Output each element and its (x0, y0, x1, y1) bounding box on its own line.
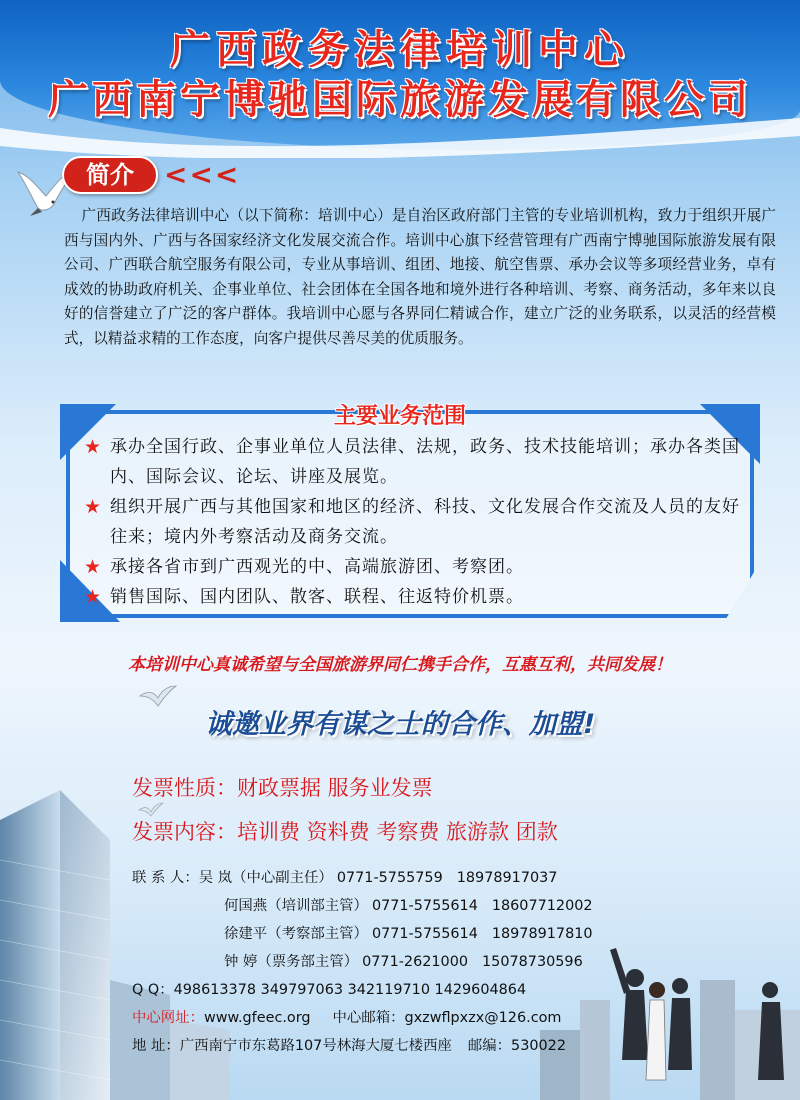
intro-arrows: <<< (164, 158, 241, 191)
list-item: ★ 承办全国行政、企事业单位人员法律、法规，政务、技术技能培训；承办各类国内、国际会议、论坛、讲座及展览。 (84, 432, 754, 492)
website-row (132, 1006, 561, 1027)
invoice-content: 发票内容：培训费 资料费 考察费 旅游款 团款 (132, 820, 558, 844)
contact-row: 徐建平（考察部主管） 0771-5755614 18978917810 (224, 926, 593, 942)
business-scope-title: 主要业务范围 (333, 404, 466, 429)
list-item: ★ 组织开展广西与其他国家和地区的经济、科技、文化发展合作交流及人员的友好往来；境内外考察活动及商务交流。 (84, 492, 754, 552)
website-link[interactable]: www.gfeec.org (203, 1010, 311, 1026)
postcode-label: 邮编： (467, 1038, 512, 1054)
contact-row: 何国燕（培训部主管） 0771-5755614 18607712002 (224, 898, 593, 914)
address-label: 地 址： (132, 1038, 180, 1054)
qq-numbers: 498613378 349797063 342119710 1429604864 (173, 982, 527, 998)
star-icon: ★ (84, 436, 103, 458)
skyline-right-illustration (540, 920, 800, 1100)
star-icon: ★ (84, 556, 103, 578)
list-item: ★ 销售国际、国内团队、散客、联程、往返特价机票。 (84, 582, 754, 612)
star-icon: ★ (84, 496, 103, 518)
list-item: ★ 承接各省市到广西观光的中、高端旅游团、考察团。 (84, 552, 754, 582)
email-label: 中心邮箱： (332, 1010, 405, 1026)
invite-slogan: 诚邀业界有谋之士的合作、加盟! (204, 709, 596, 740)
qq-label: Q Q： (132, 982, 174, 998)
title-company: 广西南宁博驰国际旅游发展有限公司 (48, 76, 752, 123)
business-scope-list (84, 432, 754, 612)
address-row (132, 1034, 566, 1055)
intro-badge: 简介 (62, 156, 158, 194)
cooperation-slogan: 本培训中心真诚希望与全国旅游界同仁携手合作，互惠互利，共同发展！ (128, 655, 672, 675)
star-icon: ★ (84, 586, 103, 608)
postcode-text: 530022 (511, 1038, 566, 1054)
contact-label: 联 系 人： (132, 870, 199, 886)
intro-paragraph: 广西政务法律培训中心（以下简称：培训中心）是自治区政府部门主管的专业培训机构，致力于组织开展广西与国内外、广西与各国家经济文化发展交流合作。培训中心旗下经营管理有广西南宁博驰国际旅游发展有限公司、广西联合航空服务有限公司，专业从事培训、组团、地接、航空售票、承办会议等多项经营业务，卓有成效的协助政府机关、企事业单位、社会团体在全国各地和境外进行各种培训、考察、商务活动，多年来以良好的信誉建立了广泛的客户群体。我培训中心愿与各界同仁精诚合作，建立广泛的业务联系，以灵活的经营模式，以精益求精的工作态度，向客户提供尽善尽美的优质服务。 (64, 207, 776, 347)
qq-row (132, 978, 526, 999)
invoice-nature: 发票性质：财政票据 服务业发票 (132, 776, 433, 800)
website-label: 中心网址： (132, 1010, 204, 1026)
contact-row: 联 系 人：吴 岚（中心副主任） 0771-5755759 18978917037 (132, 866, 557, 887)
address-text: 广西南宁市东葛路107号林海大厦七楼西座 (179, 1038, 452, 1054)
email-link[interactable]: gxzwflpxzx@126.com (404, 1010, 562, 1026)
contact-row: 钟 婷（票务部主管） 0771-2621000 15078730596 (224, 954, 583, 970)
title-training-center: 广西政务法律培训中心 (170, 26, 630, 73)
